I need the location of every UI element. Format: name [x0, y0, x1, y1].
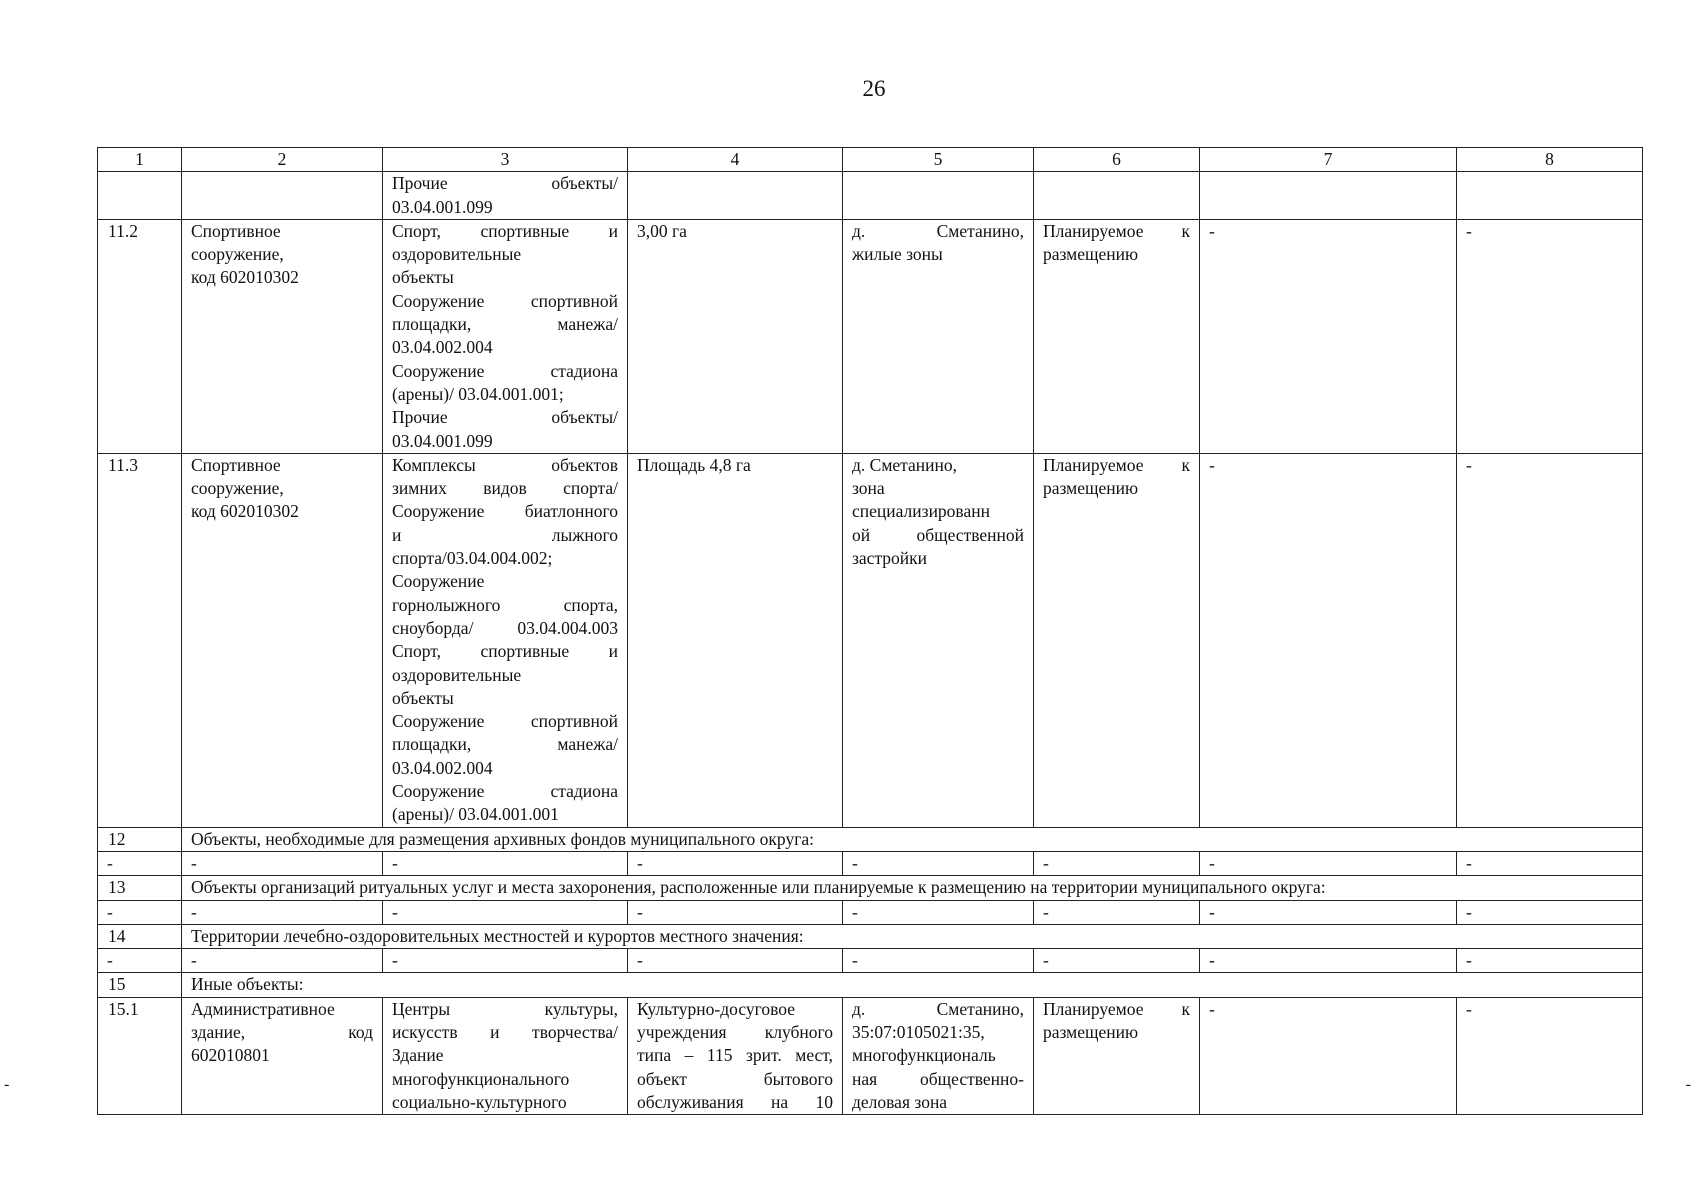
header-cell: 6	[1034, 148, 1200, 172]
cell-col8: -	[1457, 997, 1643, 1114]
cell-num: 15	[98, 973, 182, 997]
header-cell: 7	[1200, 148, 1457, 172]
cell-line: код 602010302	[191, 501, 299, 522]
section-row	[98, 973, 1643, 997]
cell-line: д. Сметанино,	[852, 998, 1024, 1019]
cell-line: Сооружение стадиона	[392, 781, 618, 802]
cell-line: объекты	[392, 267, 454, 288]
cell-line: Здание	[392, 1045, 444, 1066]
cell-line: зимних видов спорта/	[392, 478, 618, 499]
cell-line: специализированн	[852, 501, 990, 522]
cell-line: код 602010302	[191, 267, 299, 288]
cell-line: Планируемое к	[1043, 454, 1190, 475]
margin-mark: -	[1685, 1076, 1691, 1093]
cell-line: горнолыжного спорта,	[392, 594, 618, 615]
header-cell: 3	[383, 148, 628, 172]
cell-line: объект бытового	[637, 1068, 833, 1089]
cell-name	[182, 172, 383, 220]
cell-dash: -	[628, 851, 843, 875]
cell-line: 03.04.002.004	[392, 337, 493, 358]
cell-dash: -	[383, 949, 628, 973]
cell-line: Спорт, спортивные и	[392, 641, 618, 662]
cell-line: Планируемое к	[1043, 998, 1190, 1019]
cell-name	[182, 219, 383, 453]
margin-mark: -	[4, 1076, 10, 1093]
cell-dash: -	[1200, 900, 1457, 924]
cell-line: Сооружение	[392, 571, 485, 592]
cell-purpose	[383, 172, 628, 220]
cell-line: размещению	[1043, 478, 1139, 499]
cell-line: площадки, манежа/	[392, 314, 618, 335]
cell-characteristics	[628, 997, 843, 1114]
cell-num: 13	[98, 876, 182, 900]
cell-dash: -	[843, 949, 1034, 973]
cell-dash: -	[1034, 851, 1200, 875]
cell-purpose	[383, 997, 628, 1114]
cell-line: 03.04.001.099	[392, 430, 493, 451]
table-row	[98, 219, 1643, 453]
cell-line: типа – 115 зрит. мест,	[637, 1045, 833, 1066]
cell-line: (арены)/ 03.04.001.001	[392, 804, 559, 825]
cell-name	[182, 453, 383, 827]
table-row	[98, 949, 1643, 973]
cell-line: 602010801	[191, 1045, 270, 1066]
cell-line: Прочие объекты/	[392, 407, 618, 428]
cell-line: зона	[852, 478, 885, 499]
cell-dash: -	[383, 851, 628, 875]
cell-line: застройки	[852, 548, 928, 569]
cell-line: ой общественной	[852, 524, 1024, 545]
cell-col8: -	[1457, 453, 1643, 827]
cell-line: Сооружение спортивной	[392, 290, 618, 311]
header-cell: 5	[843, 148, 1034, 172]
cell-line: Комплексы объектов	[392, 454, 618, 475]
table-row	[98, 900, 1643, 924]
header-cell: 4	[628, 148, 843, 172]
cell-dash: -	[1457, 949, 1643, 973]
section-title: Территории лечебно-оздоровительных местностей и курортов местного значения:	[182, 924, 1643, 948]
cell-dash: -	[1034, 949, 1200, 973]
cell-line: оздоровительные	[392, 664, 522, 685]
cell-num	[98, 172, 182, 220]
cell-line: сооружение,	[191, 478, 284, 499]
cell-name	[182, 997, 383, 1114]
cell-location	[843, 453, 1034, 827]
cell-dash: -	[1034, 900, 1200, 924]
cell-line: д. Сметанино,	[852, 454, 958, 475]
cell-line: сноуборда/ 03.04.004.003	[392, 617, 618, 638]
cell-line: Культурно-досуговое	[637, 998, 795, 1019]
table-row	[98, 851, 1643, 875]
cell-line: Спорт, спортивные и	[392, 220, 618, 241]
cell-num: 12	[98, 827, 182, 851]
cell-dash: -	[1200, 851, 1457, 875]
cell-characteristics: 3,00 га	[628, 219, 843, 453]
section-title: Иные объекты:	[182, 973, 1643, 997]
section-row	[98, 924, 1643, 948]
section-title: Объекты, необходимые для размещения архивных фондов муниципального округа:	[182, 827, 1643, 851]
document-table	[97, 147, 1643, 1115]
cell-location	[843, 997, 1034, 1114]
table-row	[98, 453, 1643, 827]
table-row	[98, 997, 1643, 1114]
cell-dash: -	[628, 900, 843, 924]
cell-line: Сооружение спортивной	[392, 711, 618, 732]
cell-characteristics: Площадь 4,8 га	[628, 453, 843, 827]
section-row	[98, 876, 1643, 900]
cell-line: деловая зона	[852, 1091, 948, 1112]
cell-col7: -	[1200, 219, 1457, 453]
cell-line: оздоровительные	[392, 244, 522, 265]
cell-line: Планируемое к	[1043, 220, 1190, 241]
cell-dash: -	[182, 851, 383, 875]
cell-dash: -	[1200, 949, 1457, 973]
cell-line: обслуживания на 10	[637, 1091, 833, 1112]
table-header-row	[98, 148, 1643, 172]
cell-col7: -	[1200, 997, 1457, 1114]
page-number: 26	[862, 76, 886, 101]
cell-line: спорта/03.04.004.002;	[392, 548, 553, 569]
cell-location	[843, 219, 1034, 453]
cell-col7: -	[1200, 453, 1457, 827]
table-row	[98, 172, 1643, 220]
cell-line: 35:07:0105021:35,	[852, 1021, 985, 1042]
cell-num: 11.3	[98, 453, 182, 827]
cell-line: Сооружение биатлонного	[392, 501, 618, 522]
cell-line: д. Сметанино,	[852, 220, 1024, 241]
cell-status	[1034, 219, 1200, 453]
cell-dash: -	[628, 949, 843, 973]
cell-dash: -	[98, 851, 182, 875]
cell-dash: -	[1457, 851, 1643, 875]
cell-col8	[1457, 172, 1643, 220]
cell-line: Спортивное	[191, 220, 281, 241]
header-cell: 1	[98, 148, 182, 172]
cell-line: размещению	[1043, 244, 1139, 265]
cell-line: Административное	[191, 998, 335, 1019]
cell-line: ная общественно-	[852, 1068, 1024, 1089]
header-cell: 8	[1457, 148, 1643, 172]
cell-line: искусств и творчества/	[392, 1021, 618, 1042]
cell-status	[1034, 997, 1200, 1114]
cell-col8: -	[1457, 219, 1643, 453]
cell-line: учреждения клубного	[637, 1021, 833, 1042]
cell-line: Спортивное	[191, 454, 281, 475]
cell-line: Прочие объекты/	[392, 173, 618, 194]
cell-line: Сооружение стадиона	[392, 360, 618, 381]
cell-dash: -	[1457, 900, 1643, 924]
cell-line: многофункционального	[392, 1068, 570, 1089]
cell-dash: -	[182, 949, 383, 973]
cell-line: 03.04.002.004	[392, 757, 493, 778]
cell-dash: -	[98, 949, 182, 973]
cell-line: объекты	[392, 687, 454, 708]
cell-dash: -	[843, 851, 1034, 875]
cell-line: 03.04.001.099	[392, 196, 493, 217]
cell-line: социально-культурного	[392, 1091, 567, 1112]
cell-characteristics	[628, 172, 843, 220]
cell-line: многофункциональ	[852, 1045, 996, 1066]
cell-line: площадки, манежа/	[392, 734, 618, 755]
cell-line: сооружение,	[191, 244, 284, 265]
cell-location	[843, 172, 1034, 220]
cell-purpose	[383, 453, 628, 827]
cell-col7	[1200, 172, 1457, 220]
cell-status	[1034, 453, 1200, 827]
cell-line: (арены)/ 03.04.001.001;	[392, 383, 564, 404]
cell-line: здание, код	[191, 1021, 373, 1042]
cell-num: 15.1	[98, 997, 182, 1114]
cell-purpose	[383, 219, 628, 453]
cell-line: жилые зоны	[852, 244, 943, 265]
cell-dash: -	[843, 900, 1034, 924]
cell-line: Центры культуры,	[392, 998, 618, 1019]
section-title: Объекты организаций ритуальных услуг и места захоронения, расположенные или планируемые к размещению на территории муниципального округа:	[182, 876, 1643, 900]
cell-status	[1034, 172, 1200, 220]
cell-dash: -	[383, 900, 628, 924]
cell-line: и лыжного	[392, 524, 618, 545]
cell-dash: -	[182, 900, 383, 924]
cell-num: 14	[98, 924, 182, 948]
cell-line: размещению	[1043, 1021, 1139, 1042]
cell-num: 11.2	[98, 219, 182, 453]
cell-dash: -	[98, 900, 182, 924]
header-cell: 2	[182, 148, 383, 172]
section-row	[98, 827, 1643, 851]
